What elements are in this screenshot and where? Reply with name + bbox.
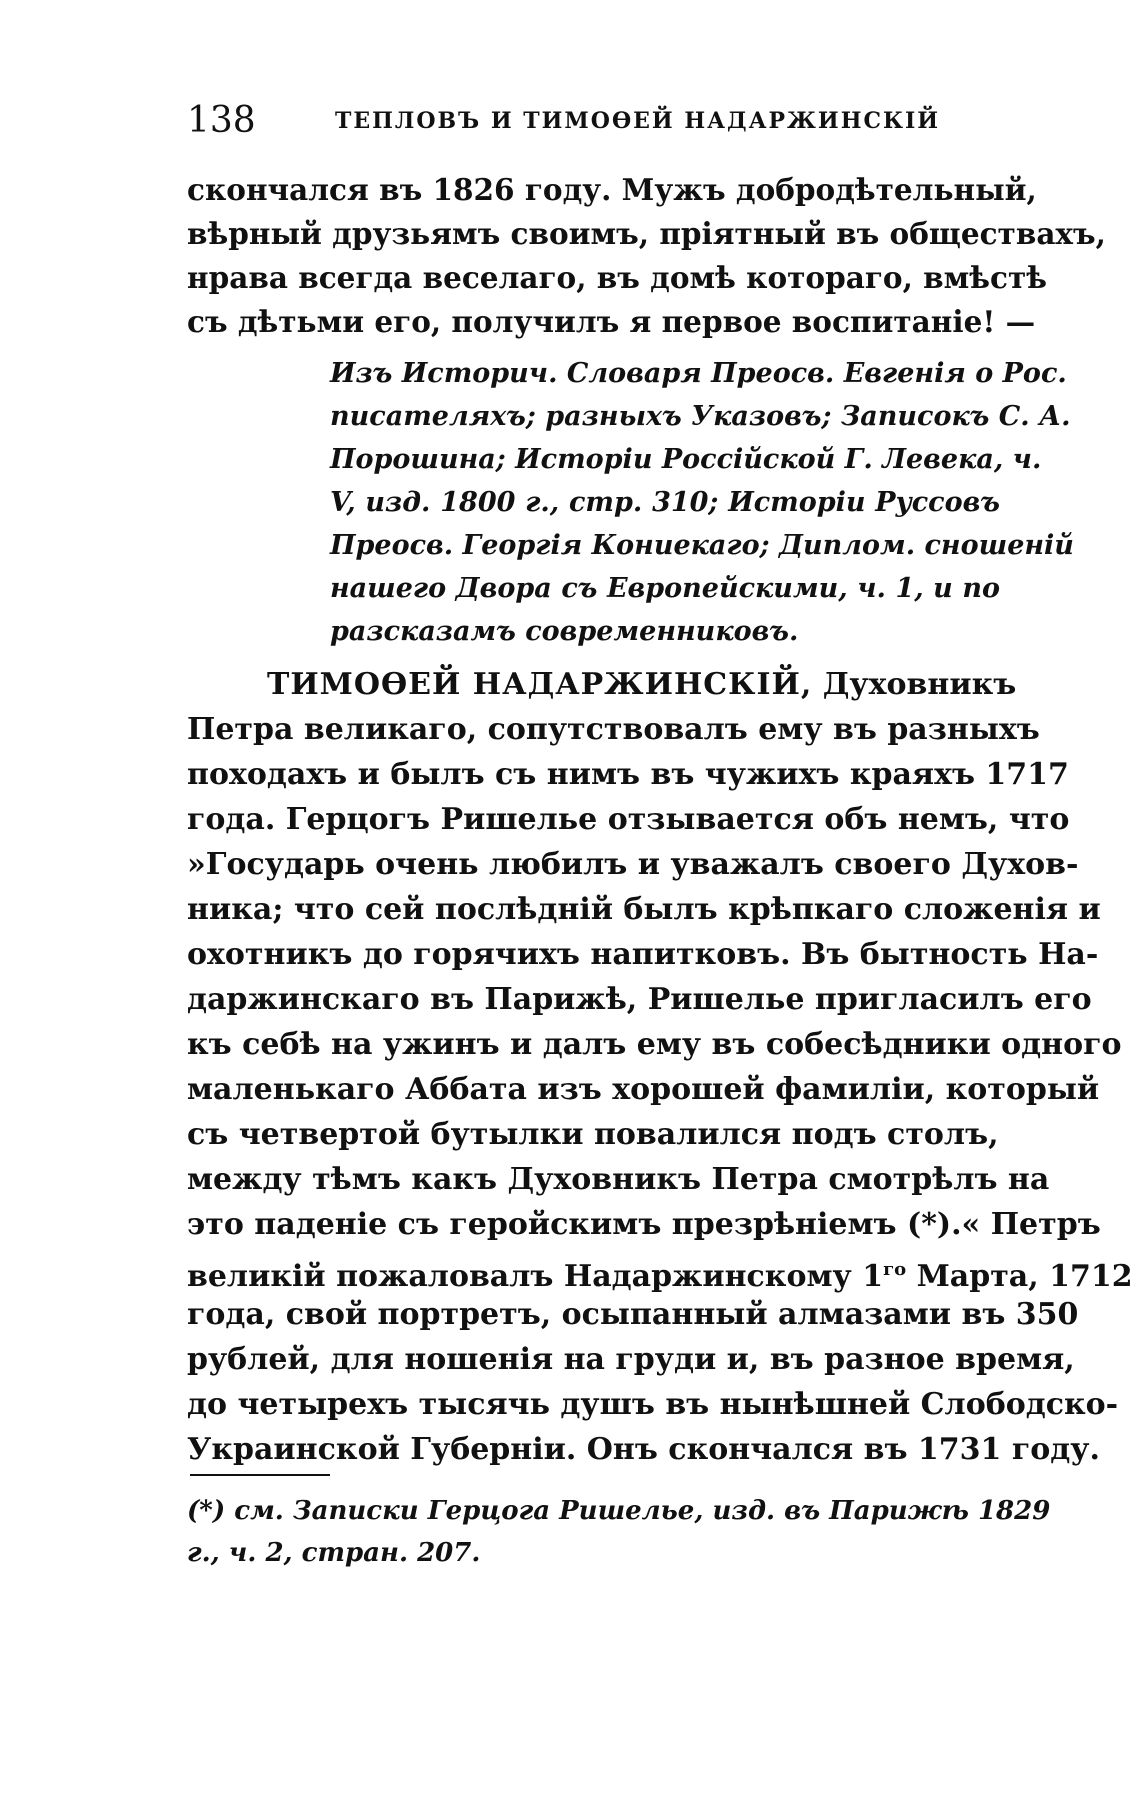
text-segment: Марта, 1712 bbox=[906, 1259, 1133, 1294]
text-line: походахъ и былъ съ нимъ въ чужихъ краяхъ 1717 bbox=[187, 757, 1069, 792]
entry-first-line-rest: Духовникъ bbox=[822, 667, 1017, 702]
text-line: »Государь очень любилъ и уважалъ своего Духов- bbox=[187, 847, 1079, 882]
text-line: года, свой портретъ, осыпанный алмазами въ 350 bbox=[187, 1297, 1079, 1332]
text-line: съ четвертой бутылки повалился подъ столъ, bbox=[187, 1117, 999, 1152]
text-line: къ себѣ на ужинъ и далъ ему въ собесѣдники одного bbox=[187, 1027, 1122, 1062]
text-line: нрава всегда веселаго, въ домѣ котораго, вмѣстѣ bbox=[187, 260, 1047, 295]
text-segment: великій пожаловалъ Надаржинскому 1 bbox=[187, 1259, 884, 1294]
text-line: скончался въ 1826 году. Мужъ добродѣтельный, bbox=[187, 172, 1037, 207]
text-line: охотникъ до горячихъ напитковъ. Въ бытность На- bbox=[187, 937, 1099, 972]
ordinal-superscript: го bbox=[883, 1259, 907, 1280]
text-line: рублей, для ношенія на груди и, въ разное время, bbox=[187, 1342, 1075, 1377]
citation-line: Изъ Историч. Словаря Преосв. Евгенія о Рос. bbox=[330, 358, 1067, 389]
citation-line: разсказамъ современниковъ. bbox=[330, 616, 799, 647]
entry-heading: ТИМОѲЕЙ НАДАРЖИНСКІЙ, bbox=[267, 667, 813, 702]
text-line: это паденіе съ геройскимъ презрѣніемъ (*).« Петръ bbox=[187, 1207, 1101, 1242]
citation-line: V, изд. 1800 г., стр. 310; Исторіи Руссовъ bbox=[330, 487, 1000, 518]
text-line: вѣрный друзьямъ своимъ, пріятный въ обществахъ, bbox=[187, 216, 1106, 251]
continuation-paragraph bbox=[187, 168, 1106, 344]
text-line: до четырехъ тысячь душъ въ нынѣшней Слободско- bbox=[187, 1387, 1119, 1422]
citation-line: Преосв. Георгія Кониекаго; Диплом. сношеній bbox=[330, 530, 1074, 561]
running-head: ТЕПЛОВЪ И ТИМОѲЕЙ НАДАРЖИНСКІЙ bbox=[335, 108, 941, 134]
text-line: Петра великаго, сопутствовалъ ему въ разныхъ bbox=[187, 712, 1040, 747]
text-line: съ дѣтьми его, получилъ я первое воспитаніе! — bbox=[187, 304, 1036, 339]
page-header bbox=[187, 100, 1007, 150]
text-line: между тѣмъ какъ Духовникъ Петра смотрѣлъ на bbox=[187, 1162, 1050, 1197]
citation-line: Порошина; Исторіи Россійской Г. Левека, ч. bbox=[330, 444, 1042, 475]
page-number: 138 bbox=[187, 100, 256, 141]
footnote-divider bbox=[190, 1474, 330, 1476]
footnote-line: (*) см. Записки Герцога Ришелье, изд. въ Парижѣ 1829 bbox=[187, 1496, 1051, 1526]
sources-citation bbox=[330, 352, 1074, 653]
text-line: Украинской Губерніи. Онъ скончался въ 1731 году. bbox=[187, 1432, 1100, 1467]
footnote-line: г., ч. 2, стран. 207. bbox=[187, 1538, 481, 1568]
entry-nadarzhinsky bbox=[187, 662, 1133, 1472]
citation-line: писателяхъ; разныхъ Указовъ; Записокъ С. А. bbox=[330, 401, 1071, 432]
text-line: года. Герцогъ Ришелье отзывается объ немъ, что bbox=[187, 802, 1070, 837]
text-line: маленькаго Аббата изъ хорошей фамиліи, который bbox=[187, 1072, 1100, 1107]
text-line: даржинскаго въ Парижѣ, Ришелье пригласилъ его bbox=[187, 982, 1092, 1017]
citation-line: нашего Двора съ Европейскими, ч. 1, и по bbox=[330, 573, 1000, 604]
footnote bbox=[187, 1490, 1051, 1574]
entry-first-line bbox=[187, 662, 1017, 707]
text-line-with-superscript bbox=[187, 1247, 1133, 1294]
text-line: ника; что сей послѣдній былъ крѣпкаго сложенія и bbox=[187, 892, 1101, 927]
